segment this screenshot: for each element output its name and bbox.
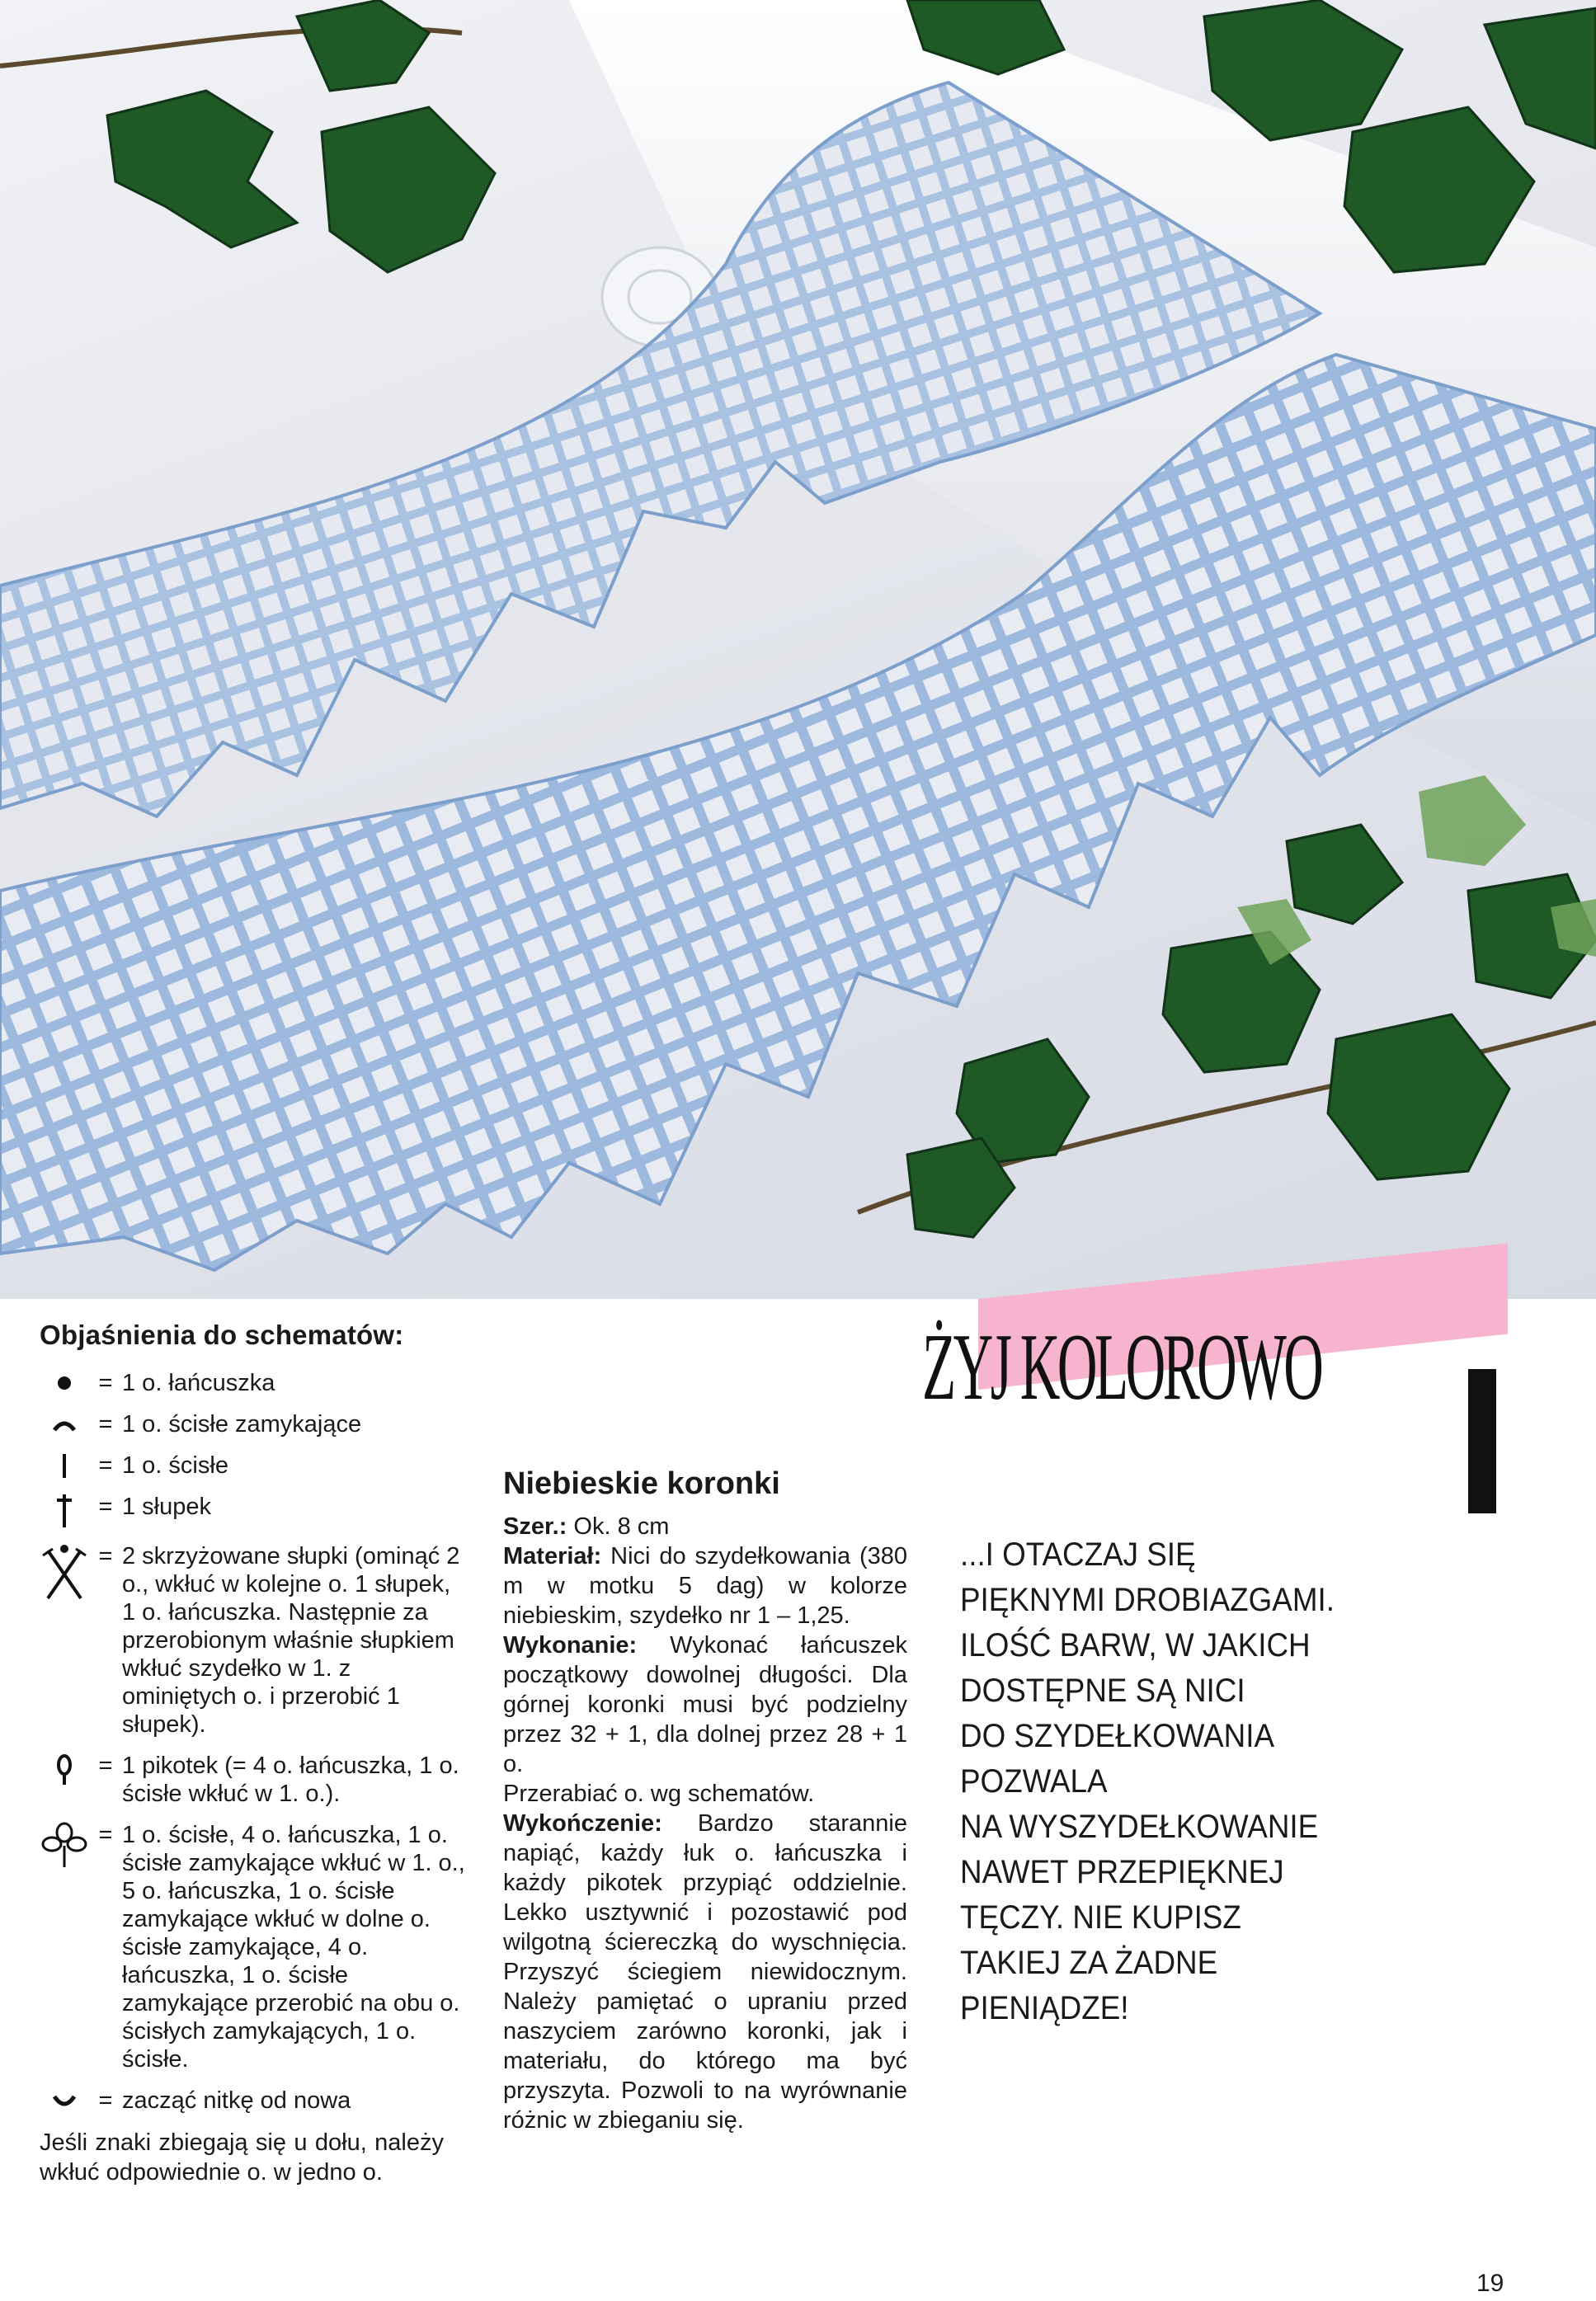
execution-paragraph	[503, 1630, 907, 1779]
legend-item	[40, 1752, 468, 1808]
double-crochet-icon	[40, 1493, 89, 1529]
legend-note: Jeśli znaki zbiegają się u dołu, należy wkłuć odpowiednie o. w jedno o.	[40, 2129, 444, 2186]
legend	[40, 1320, 468, 2187]
sidebar-slogan	[960, 1532, 1354, 2031]
width-label: Szer.:	[503, 1513, 567, 1540]
equals-sign: =	[98, 1753, 113, 1779]
legend-item-text: 2 skrzyżowane słupki (ominąć 2 o., wkłuć w kolejne o. 1 słupek, 1 o. łańcuszka. Następnie za przerobionym właśnie słupkiem wkłuć szydełko w 1. z ominiętych o. i przerobić 1 słupek).	[122, 1543, 460, 1738]
finishing-paragraph	[503, 1809, 907, 2135]
equals-sign: =	[98, 1411, 113, 1438]
trefoil-icon	[40, 1821, 89, 1870]
execution-label: Wykonanie:	[503, 1632, 638, 1659]
legend-item-text: 1 o. ścisłe zamykające	[122, 1411, 362, 1438]
execution-value: Wykonać łańcuszek początkowy dowolnej długości. Dla górnej koronki musi być podzielny przez 32 + 1, dla dolnej przez 28 + 1 o.	[503, 1632, 907, 1777]
article	[503, 1466, 907, 2135]
legend-item-text: 1 pikotek (= 4 o. łańcuszka, 1 o. ścisłe wkłuć w 1. o.).	[122, 1753, 459, 1807]
legend-item	[40, 1821, 468, 2073]
material-label: Materiał:	[503, 1543, 602, 1569]
legend-item	[40, 1452, 468, 1480]
page-number: 19	[1476, 2270, 1504, 2297]
article-title: Niebieskie koronki	[503, 1466, 780, 1501]
slogan-line: TĘCZY. NIE KUPISZ	[960, 1899, 1241, 1936]
width-value: Ok. 8 cm	[567, 1513, 670, 1540]
slip-stitch-arc-icon	[40, 1410, 89, 1438]
material-paragraph	[503, 1541, 907, 1630]
legend-item-text: zacząć nitkę od nowa	[122, 2087, 351, 2114]
slogan-line: DO SZYDEŁKOWANIA	[960, 1718, 1275, 1754]
legend-item	[40, 2087, 468, 2115]
slogan-line: ILOŚĆ BARW, W JAKICH	[960, 1627, 1311, 1663]
slogan-line: NAWET PRZEPIĘKNEJ	[960, 1854, 1284, 1890]
equals-sign: =	[98, 1543, 113, 1569]
equals-sign: =	[98, 1494, 113, 1520]
slogan-line: PIENIĄDZE!	[960, 1990, 1129, 2026]
legend-title: Objaśnienia do schematów:	[40, 1320, 404, 1350]
equals-sign: =	[98, 1452, 113, 1479]
material-value: Nici do szydełkowania (380 m w motku 5 dag) w kolorze niebieskim, szydełko nr 1 – 1,25.	[503, 1543, 907, 1629]
slogan-line: PIĘKNYMI DROBIAZGAMI.	[960, 1582, 1335, 1618]
width-paragraph	[503, 1512, 907, 1541]
single-crochet-bar-icon	[40, 1452, 89, 1480]
new-thread-icon	[40, 2087, 89, 2115]
slogan-line: TAKIEJ ZA ŻADNE	[960, 1945, 1218, 1981]
legend-item-text: 1 słupek	[122, 1494, 212, 1520]
finishing-value: Bardzo starannie napiąć, każdy łuk o. łańcuszka i każdy pikotek przypiąć oddzielnie. Lekko usztywnić i pozostawić pod wilgotną ściereczką do wyschnięcia. Przyszyć ściegiem niewidocznym. Należy pamiętać o upraniu przed naszyciem zarówno koronki, jak i materiału, do którego ma być przyszyta. Pozwoli to na wyrównanie różnic w zbieganiu się.	[503, 1810, 907, 2134]
slogan-line: NA WYSZYDEŁKOWANIE	[960, 1809, 1319, 1845]
legend-item-text: 1 o. ścisłe, 4 o. łańcuszka, 1 o. ścisłe zamykające wkłuć w 1. o., 5 o. łańcuszka, 1 o. ścisłe zamykające wkłuć w dolne o. ścisłe zamykające, 4 o. łańcuszka, 1 o. ścisłe zamykające przerobić na obu o. ścisłych zamykających, 1 o. ścisłe.	[122, 1822, 465, 2073]
equals-sign: =	[98, 1822, 113, 1848]
execution-extra: Przerabiać o. wg schematów.	[503, 1781, 815, 1807]
black-accent-bar	[1468, 1369, 1496, 1513]
sidebar-heading: ŻYJ KOLOROWO	[922, 1315, 1321, 1420]
slogan-line: ...I OTACZAJ SIĘ	[960, 1536, 1196, 1573]
equals-sign: =	[98, 2087, 113, 2114]
slogan-line: DOSTĘPNE SĄ NICI	[960, 1673, 1245, 1709]
legend-item-text: 1 o. łańcuszka	[122, 1370, 275, 1396]
chain-stitch-dot-icon	[40, 1369, 89, 1397]
legend-item-text: 1 o. ścisłe	[122, 1452, 228, 1479]
legend-item	[40, 1410, 468, 1438]
legend-item	[40, 1493, 468, 1529]
finishing-label: Wykończenie:	[503, 1810, 662, 1837]
legend-item	[40, 1542, 468, 1739]
crossed-double-crochet-icon	[40, 1542, 89, 1600]
picot-icon	[40, 1752, 89, 1788]
equals-sign: =	[98, 1370, 113, 1396]
slogan-line: POZWALA	[960, 1763, 1108, 1800]
legend-item	[40, 1369, 468, 1397]
